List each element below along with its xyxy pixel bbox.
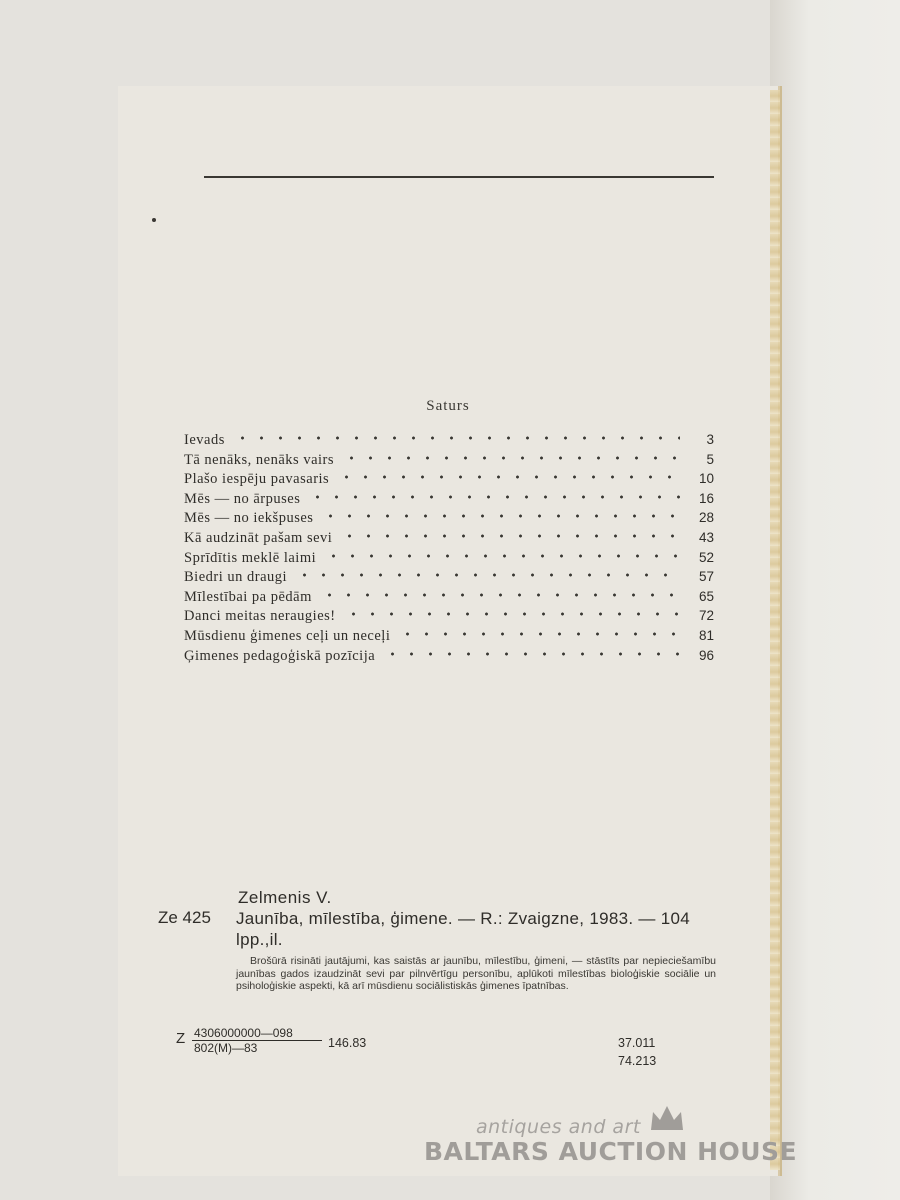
book-page [118,86,778,1176]
toc-entry [184,608,714,628]
toc-entry [184,452,714,472]
toc-entry-label: Mūsdienu ģimenes ceļi un neceļi [184,627,391,644]
toc-entry-page: 52 [698,549,714,565]
watermark-name: BALTARS AUCTION HOUSE [424,1137,798,1166]
catalog-price-code: 146.83 [328,1036,367,1050]
toc-entry-label: Ģimenes pedagoģiskā pozīcija [184,647,376,664]
leader-dots [340,533,680,539]
toc-entry-label: Biedri un draugi [184,569,288,586]
catalog-number-top: 4306000000—098 [194,1026,293,1040]
toc-entry-page: 43 [698,529,714,545]
catalog-author: Zelmenis V. [238,888,332,907]
catalog-number-bottom: 802(M)—83 [194,1041,258,1055]
toc-entry-label: Sprīdītis meklē laimi [184,549,317,566]
toc-entry [184,550,714,570]
table-of-contents [184,432,714,667]
toc-entry-label: Mēs — no iekšpuses [184,510,314,527]
toc-entry-page: 28 [698,510,714,526]
toc-entry-page: 81 [698,627,714,643]
toc-entry [184,432,714,452]
leader-dots [398,631,680,637]
toc-entry-page: 96 [698,647,714,663]
leader-dots [324,553,680,559]
top-rule [204,176,714,178]
toc-entry-label: Mēs — no ārpuses [184,490,301,507]
toc-entry-label: Mīlestībai pa pēdām [184,588,312,605]
toc-entry-page: 57 [698,569,714,585]
ink-dot [152,218,156,222]
toc-entry [184,471,714,491]
catalog-z-letter: Z [176,1030,186,1047]
catalog-code: Ze 425 [158,908,211,927]
toc-entry [184,530,714,550]
leader-dots [295,572,680,578]
facing-page [770,0,900,1200]
toc-entry-label: Tā nenāks, nenāks vairs [184,451,335,468]
leader-dots [320,592,680,598]
toc-entry-page: 65 [698,588,714,604]
catalog-class-2: 74.213 [618,1054,657,1068]
page-edge [770,90,780,1170]
leader-dots [321,513,680,519]
catalog-annotation: Brošūrā risināti jautājumi, kas saistās ar jaunību, mīlestību, ģimeni, — stāstīts par nepieciešamību jaunības gados izaudzināt sevi par pilnvērtīgu personību, aplūkoti mīlestības bioloģiskie sociālie un psiholoģiskie aspekti, kā arī mūsdienu sociālistiskās ģimenes īpatnības. [236,955,716,992]
leader-dots [233,435,680,441]
catalog-class-1: 37.011 [618,1036,656,1050]
watermark-tagline: antiques and art [476,1116,641,1138]
toc-title: Saturs [426,398,470,414]
leader-dots [383,651,680,657]
leader-dots [344,611,680,617]
crown-icon [649,1104,685,1132]
catalog-title-line: Jaunība, mīlestība, ģimene. — R.: Zvaigzne, 1983. — 104 lpp.,il. [236,909,691,949]
toc-entry-page: 3 [706,432,714,447]
toc-entry [184,491,714,511]
toc-entry [184,569,714,589]
toc-entry-page: 5 [706,451,714,467]
toc-entry-label: Danci meitas neraugies! [184,608,336,625]
toc-entry-page: 10 [698,471,714,487]
leader-dots [342,455,680,461]
toc-entry [184,510,714,530]
toc-entry [184,648,714,668]
toc-entry-label: Ievads [184,432,225,448]
toc-entry-label: Kā audzināt pašam sevi [184,529,333,546]
toc-entry [184,628,714,648]
leader-dots [308,494,680,500]
leader-dots [337,474,680,480]
toc-entry-page: 72 [698,608,714,624]
toc-entry-label: Plašo iespēju pavasaris [184,471,330,488]
toc-entry [184,589,714,609]
toc-entry-page: 16 [698,490,714,506]
